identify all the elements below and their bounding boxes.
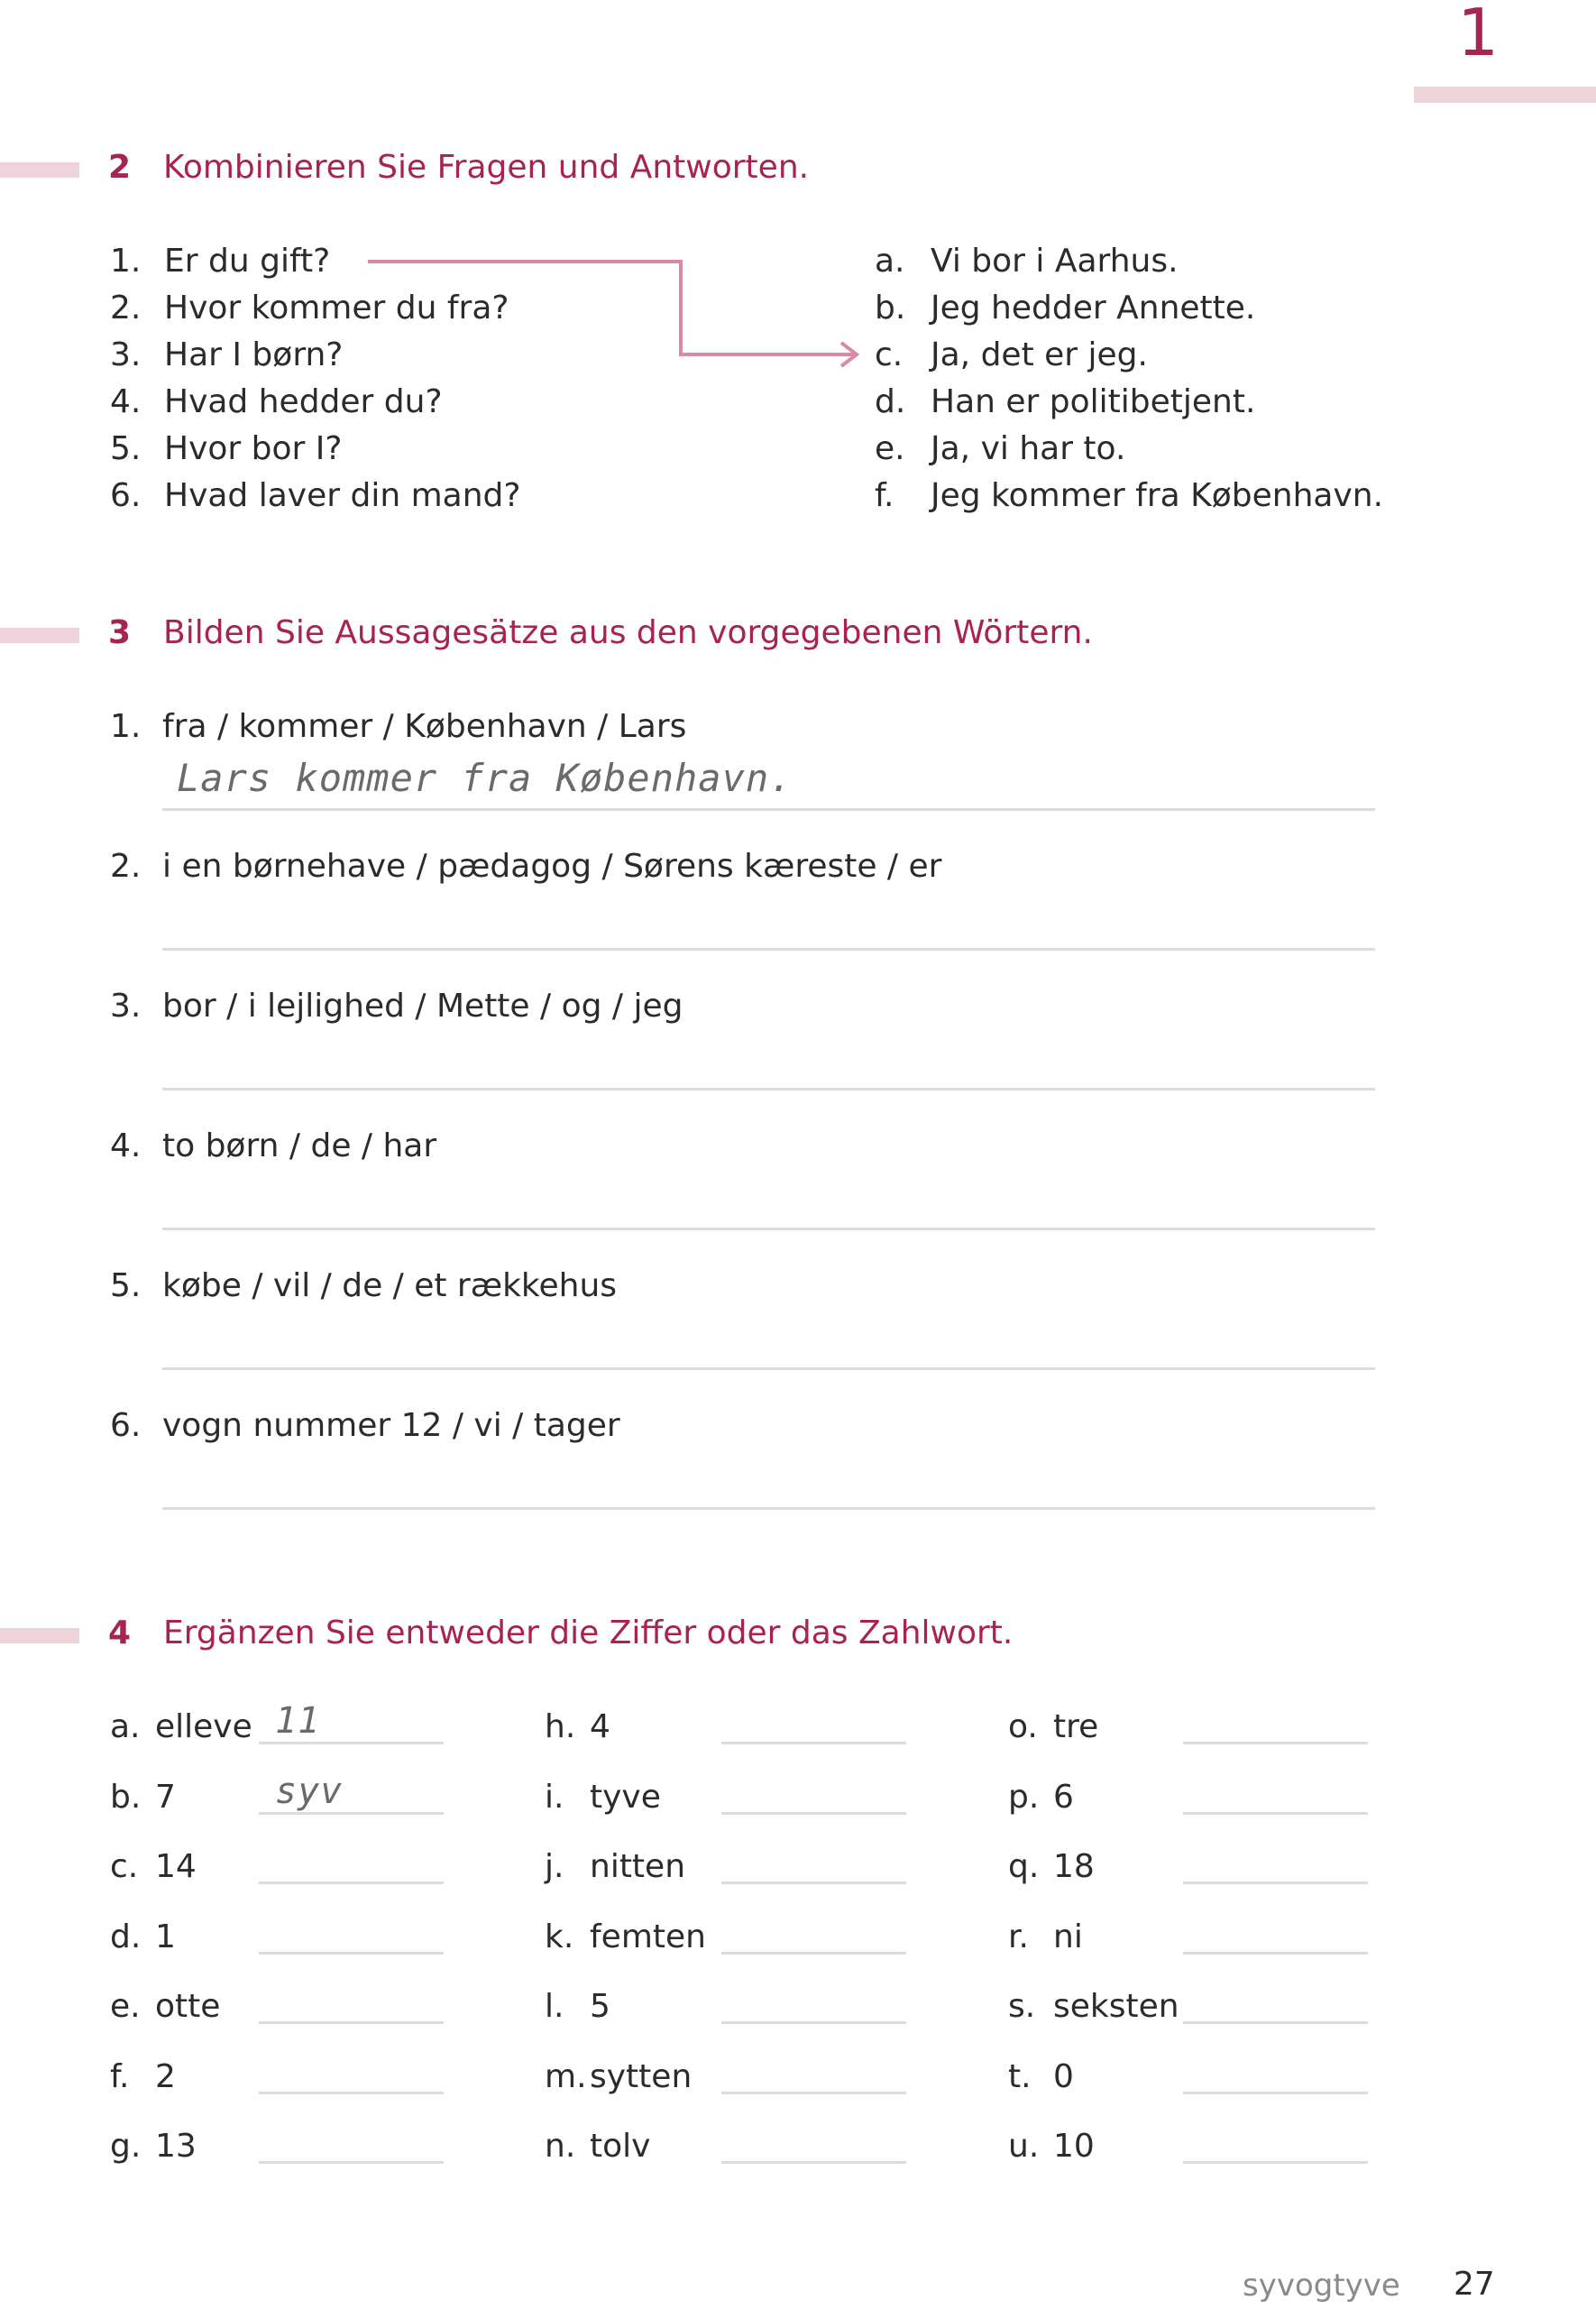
question-number: 1. xyxy=(110,243,142,280)
item-value: 4 xyxy=(590,1708,610,1745)
exercise-prompt: to børn / de / har xyxy=(162,1127,437,1164)
exercise-number: 6. xyxy=(110,1407,142,1444)
item-value: tyve xyxy=(590,1778,661,1816)
question-number: 3. xyxy=(110,336,142,373)
answer-blank[interactable] xyxy=(259,2161,444,2164)
answer-blank[interactable] xyxy=(259,1881,444,1884)
item-letter: m. xyxy=(545,2057,587,2095)
answer-blank[interactable] xyxy=(721,2092,906,2094)
item-value: ni xyxy=(1053,1918,1083,1955)
answer-blank[interactable] xyxy=(721,1742,906,1744)
exercise-prompt: bor / i lejlighed / Mette / og / jeg xyxy=(162,988,683,1025)
answer-line[interactable] xyxy=(162,1228,1375,1230)
answer-line[interactable] xyxy=(162,1507,1375,1510)
question-text: Hvor kommer du fra? xyxy=(164,290,509,327)
answer-text: Ja, vi har to. xyxy=(931,430,1126,467)
item-letter: j. xyxy=(545,1848,564,1885)
answer-text: Ja, det er jeg. xyxy=(931,336,1148,373)
answer-blank[interactable] xyxy=(259,1812,444,1815)
answer-line[interactable] xyxy=(162,948,1375,951)
item-value: seksten xyxy=(1053,1988,1179,2025)
item-letter: q. xyxy=(1008,1848,1040,1885)
answer-blank[interactable] xyxy=(1183,1952,1368,1955)
page-number-word: syvogtyve xyxy=(1243,2268,1400,2304)
answer-blank[interactable] xyxy=(721,2021,906,2024)
item-value: 13 xyxy=(155,2128,197,2165)
answer-blank[interactable] xyxy=(259,2021,444,2024)
exercise-prompt: fra / kommer / København / Lars xyxy=(162,708,687,745)
answer-blank[interactable] xyxy=(1183,2021,1368,2024)
question-number: 2. xyxy=(110,290,142,327)
exercise-number: 4. xyxy=(110,1127,142,1164)
exercise-prompt: i en børnehave / pædagog / Sørens kæreste / er xyxy=(162,848,942,885)
answer-line[interactable] xyxy=(162,808,1375,811)
section-2-number: 2 xyxy=(108,149,132,186)
item-value: tre xyxy=(1053,1708,1099,1745)
handwritten-answer: 11 xyxy=(275,1700,321,1742)
item-value: 6 xyxy=(1053,1778,1074,1816)
item-value: 5 xyxy=(590,1988,610,2025)
item-letter: o. xyxy=(1008,1708,1038,1745)
section-2-title: Kombinieren Sie Fragen und Antworten. xyxy=(163,149,810,186)
question-text: Hvor bor I? xyxy=(164,430,343,467)
answer-blank[interactable] xyxy=(1183,1812,1368,1815)
answer-text: Vi bor i Aarhus. xyxy=(931,243,1179,280)
item-value: 14 xyxy=(155,1848,197,1885)
connector-arrow xyxy=(0,0,1596,541)
answer-text: Jeg hedder Annette. xyxy=(931,290,1256,327)
section-3-bar xyxy=(0,628,79,643)
item-letter: f. xyxy=(110,2057,130,2095)
item-value: 1 xyxy=(155,1918,176,1955)
item-letter: i. xyxy=(545,1778,564,1816)
item-letter: l. xyxy=(545,1988,564,2025)
section-3-number: 3 xyxy=(108,614,132,651)
question-text: Hvad hedder du? xyxy=(164,383,443,420)
answer-text: Jeg kommer fra København. xyxy=(931,477,1384,514)
answer-line[interactable] xyxy=(162,1088,1375,1090)
exercise-number: 1. xyxy=(110,708,142,745)
question-text: Har I børn? xyxy=(164,336,344,373)
answer-blank[interactable] xyxy=(1183,1881,1368,1884)
item-value: elleve xyxy=(155,1708,252,1745)
question-text: Er du gift? xyxy=(164,243,331,280)
item-letter: b. xyxy=(110,1778,142,1816)
section-3-title: Bilden Sie Aussagesätze aus den vorgegebenen Wörtern. xyxy=(163,614,1093,651)
item-letter: r. xyxy=(1008,1918,1029,1955)
answer-blank[interactable] xyxy=(1183,1742,1368,1744)
question-text: Hvad laver din mand? xyxy=(164,477,521,514)
answer-blank[interactable] xyxy=(721,1881,906,1884)
item-letter: a. xyxy=(110,1708,141,1745)
handwritten-answer: Lars kommer fra København. xyxy=(177,756,793,800)
answer-letter: d. xyxy=(875,383,906,420)
item-letter: k. xyxy=(545,1918,574,1955)
item-value: tolv xyxy=(590,2128,651,2165)
item-value: 2 xyxy=(155,2057,176,2095)
item-letter: n. xyxy=(545,2128,576,2165)
item-value: 10 xyxy=(1053,2128,1095,2165)
item-letter: h. xyxy=(545,1708,576,1745)
chapter-number: 1 xyxy=(1457,0,1499,70)
exercise-prompt: købe / vil / de / et rækkehus xyxy=(162,1267,618,1304)
answer-text: Han er politibetjent. xyxy=(931,383,1256,420)
answer-letter: b. xyxy=(875,290,906,327)
page-number: 27 xyxy=(1454,2266,1495,2303)
section-4-title: Ergänzen Sie entweder die Ziffer oder das Zahlwort. xyxy=(163,1614,1014,1651)
answer-blank[interactable] xyxy=(721,1812,906,1815)
item-value: femten xyxy=(590,1918,706,1955)
answer-blank[interactable] xyxy=(1183,2092,1368,2094)
answer-letter: c. xyxy=(875,336,903,373)
question-number: 4. xyxy=(110,383,142,420)
item-value: sytten xyxy=(590,2057,693,2095)
handwritten-answer: syv xyxy=(275,1770,344,1812)
item-letter: u. xyxy=(1008,2128,1040,2165)
item-letter: g. xyxy=(110,2128,142,2165)
item-letter: t. xyxy=(1008,2057,1032,2095)
item-letter: e. xyxy=(110,1988,141,2025)
answer-blank[interactable] xyxy=(259,1952,444,1955)
section-4-number: 4 xyxy=(108,1614,132,1651)
answer-letter: f. xyxy=(875,477,894,514)
answer-blank[interactable] xyxy=(259,2092,444,2094)
item-letter: d. xyxy=(110,1918,142,1955)
section-4-bar xyxy=(0,1628,79,1643)
item-letter: c. xyxy=(110,1848,139,1885)
answer-line[interactable] xyxy=(162,1367,1375,1370)
exercise-number: 3. xyxy=(110,988,142,1025)
answer-blank[interactable] xyxy=(721,1952,906,1955)
answer-blank[interactable] xyxy=(1183,2161,1368,2164)
item-value: otte xyxy=(155,1988,221,2025)
answer-blank[interactable] xyxy=(259,1742,444,1744)
question-number: 6. xyxy=(110,477,142,514)
item-value: nitten xyxy=(590,1848,686,1885)
exercise-number: 2. xyxy=(110,848,142,885)
answer-letter: a. xyxy=(875,243,905,280)
answer-letter: e. xyxy=(875,430,905,467)
item-letter: s. xyxy=(1008,1988,1036,2025)
exercise-prompt: vogn nummer 12 / vi / tager xyxy=(162,1407,620,1444)
answer-blank[interactable] xyxy=(721,2161,906,2164)
question-number: 5. xyxy=(110,430,142,467)
item-value: 0 xyxy=(1053,2057,1074,2095)
item-value: 18 xyxy=(1053,1848,1095,1885)
item-letter: p. xyxy=(1008,1778,1040,1816)
item-value: 7 xyxy=(155,1778,176,1816)
exercise-number: 5. xyxy=(110,1267,142,1304)
